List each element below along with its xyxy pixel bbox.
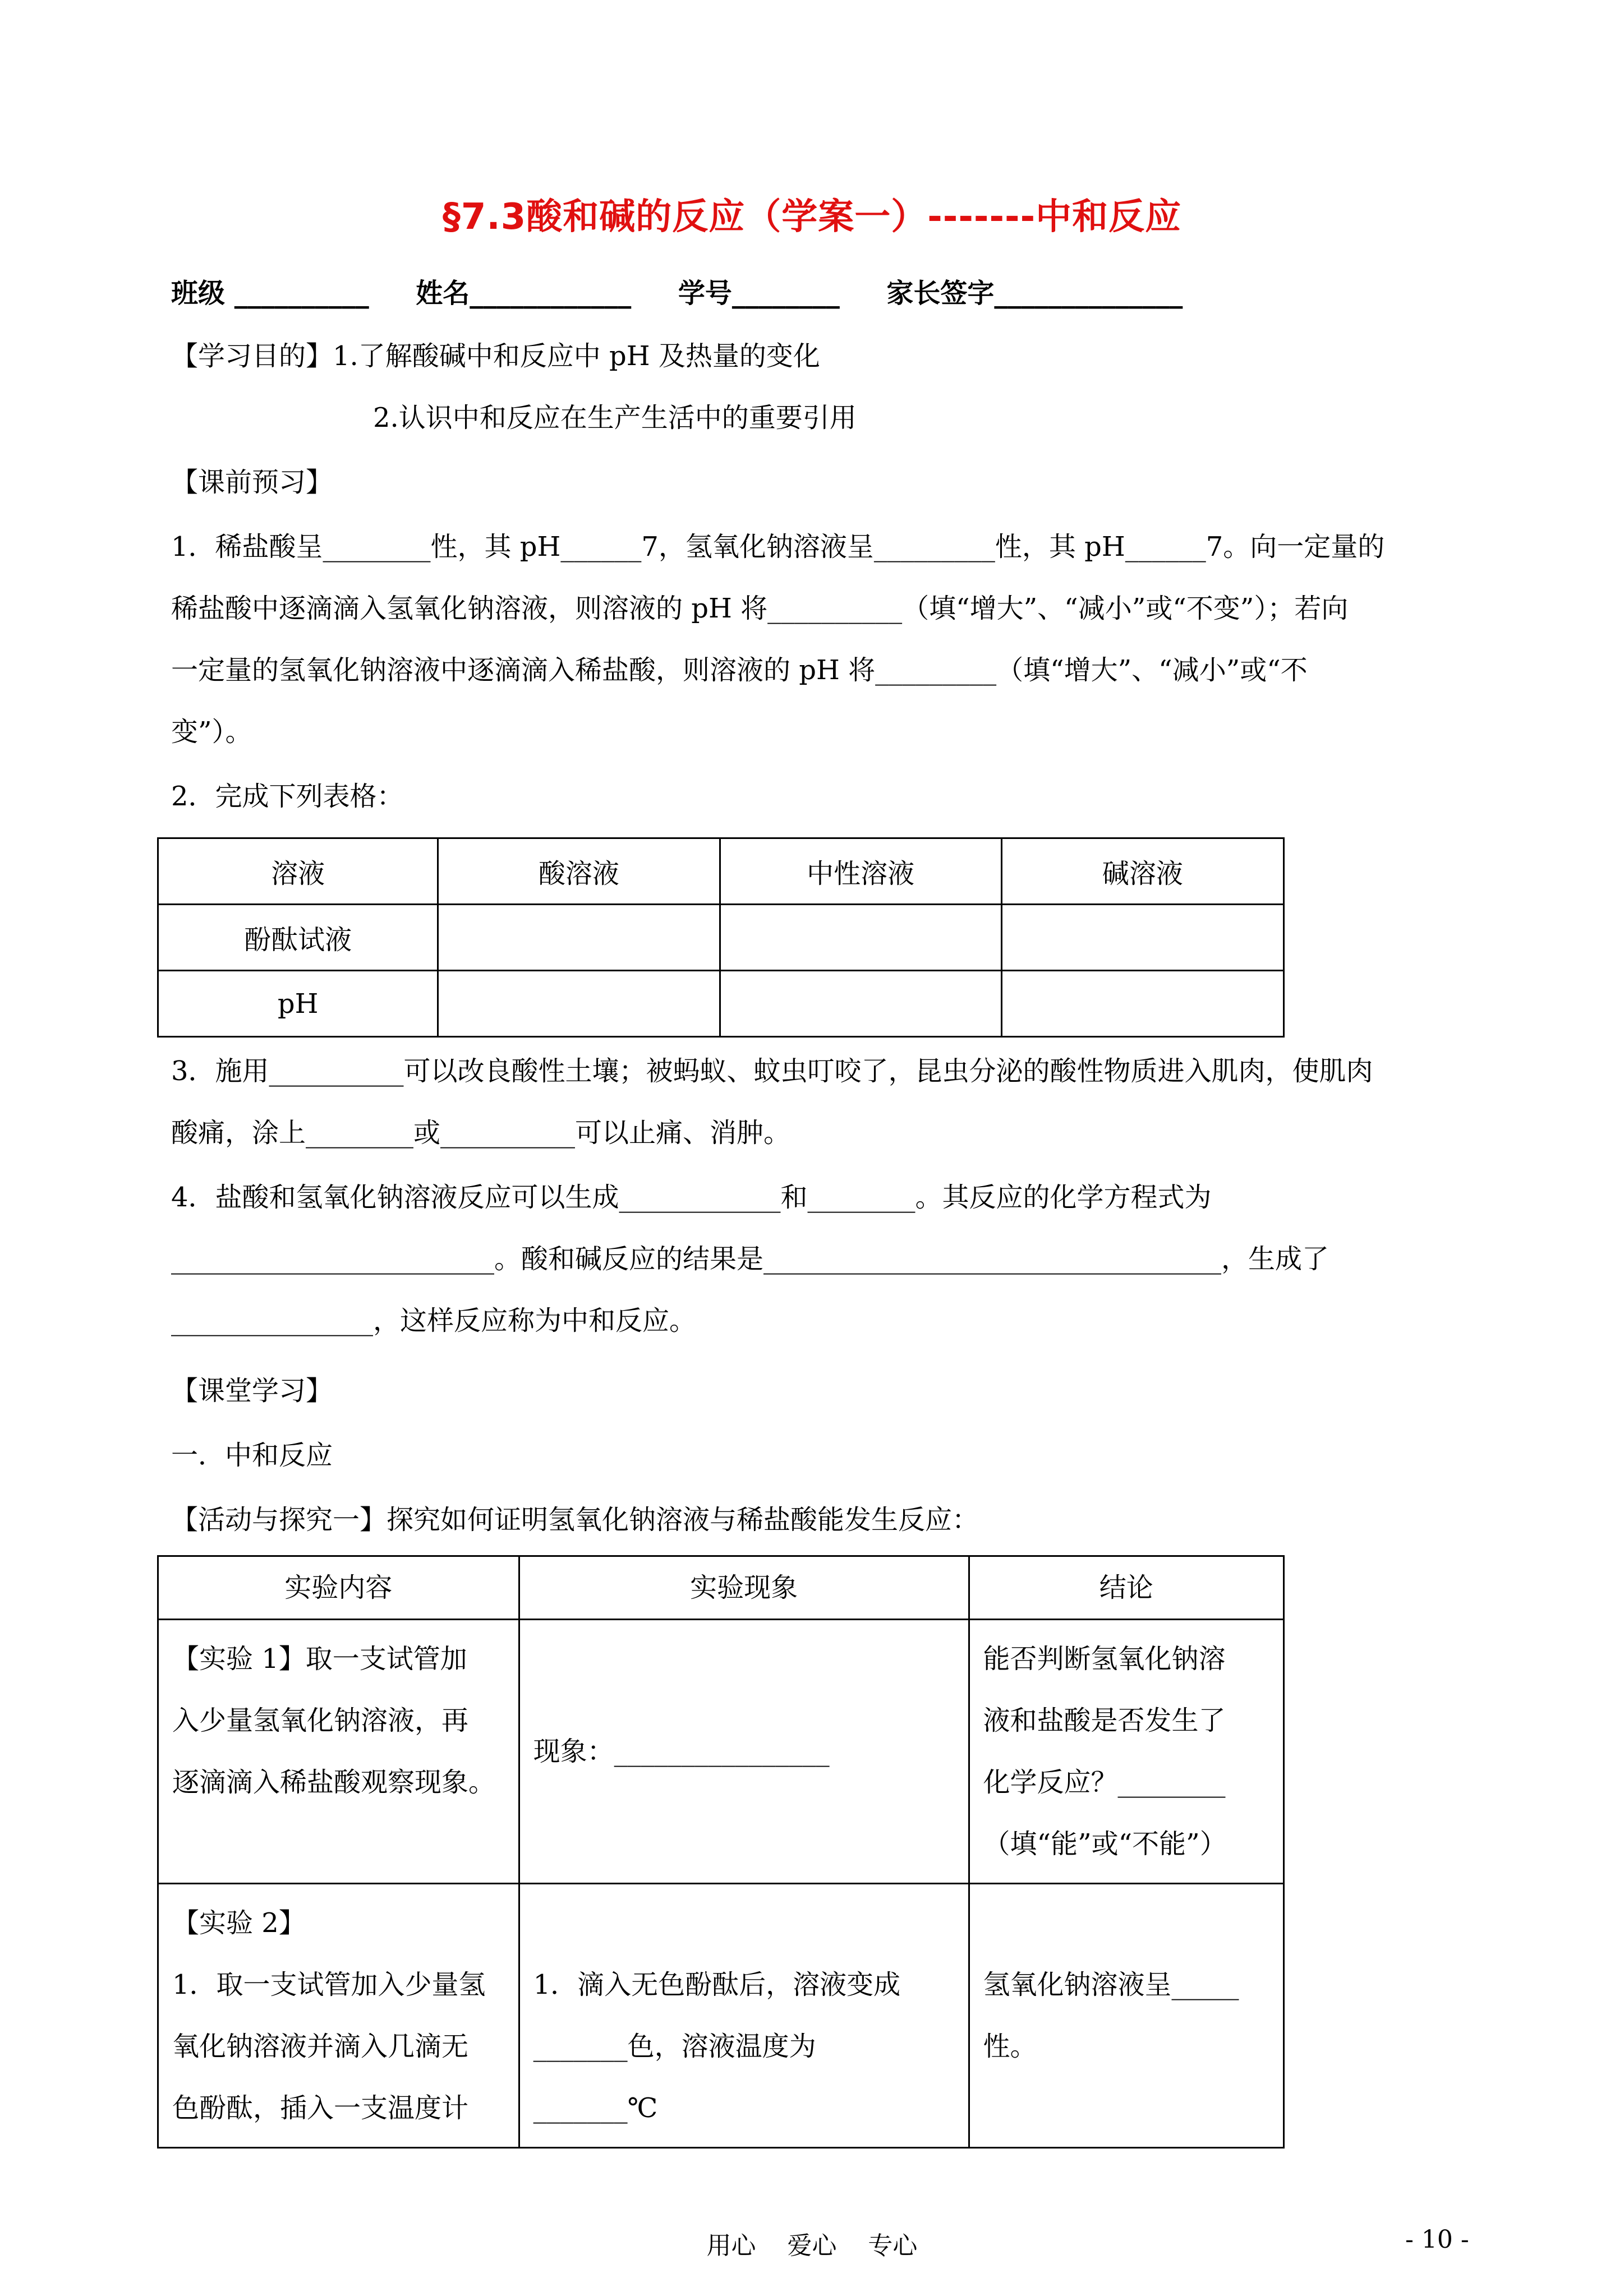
cell-line: 氢氧化钠溶液呈_____ bbox=[983, 1969, 1239, 2000]
cell-line: 【实验 1】取一支试管加 bbox=[172, 1643, 467, 1675]
table-header-row bbox=[158, 838, 1284, 905]
table-header-row bbox=[158, 1556, 1284, 1620]
conclusion-cell[interactable] bbox=[969, 1884, 1283, 2148]
page-number: - 10 - bbox=[1405, 2225, 1469, 2254]
student-info-line: 班级 __________ 姓名____________ 学号________ 家长签字______________ bbox=[171, 278, 1183, 309]
spacer bbox=[983, 1892, 1269, 1954]
answer-cell[interactable] bbox=[1001, 971, 1283, 1037]
q4-line: _______________，这样反应称为中和反应。 bbox=[171, 1305, 697, 1336]
cell-line: 现象：________________ bbox=[533, 1736, 830, 1767]
experiment-table bbox=[157, 1555, 1285, 2149]
header-cell: 实验内容 bbox=[158, 1556, 519, 1620]
header-cell: 酸溶液 bbox=[438, 838, 720, 905]
answer-cell[interactable] bbox=[438, 971, 720, 1037]
cell-line: 性。 bbox=[983, 2031, 1037, 2062]
cell-line: 化学反应？________ bbox=[983, 1767, 1226, 1798]
section-heading: 一．中和反应 bbox=[171, 1440, 333, 1471]
q4-line: 4．盐酸和氢氧化钠溶液反应可以生成____________和________。其反应的化学方程式为 bbox=[171, 1182, 1212, 1213]
row-label: 酚酞试液 bbox=[158, 905, 438, 971]
q3-line: 3．施用__________可以改良酸性土壤；被蚂蚁、蚊虫叮咬了，昆虫分泌的酸性物质进入肌肉，使肌肉 bbox=[171, 1055, 1373, 1087]
experiment-content-cell bbox=[158, 1884, 519, 2148]
cell-line: 入少量氢氧化钠溶液，再 bbox=[172, 1705, 469, 1736]
answer-cell[interactable] bbox=[720, 971, 1001, 1037]
cell-line: 【实验 2】 bbox=[172, 1907, 306, 1939]
q1-line: 稀盐酸中逐滴滴入氢氧化钠溶液，则溶液的 pH 将__________（填“增大”、“减小”或“不变”）；若向 bbox=[171, 593, 1349, 624]
experiment-content-cell bbox=[158, 1620, 519, 1884]
cell-line: 色酚酞，插入一支温度计 bbox=[172, 2092, 469, 2124]
cell-line: 1．滴入无色酚酞后，溶液变成 bbox=[533, 1969, 901, 2000]
cell-line: _______℃ bbox=[533, 2092, 658, 2124]
header-cell: 中性溶液 bbox=[720, 838, 1001, 905]
q1-line: 一定量的氢氧化钠溶液中逐滴滴入稀盐酸，则溶液的 pH 将_________（填“增大”、“减小”或“不 bbox=[171, 654, 1308, 686]
cell-line: （填“能”或“不能”） bbox=[983, 1828, 1227, 1860]
cell-line: 能否判断氢氧化钠溶 bbox=[983, 1643, 1226, 1675]
table-row bbox=[158, 1620, 1284, 1884]
answer-cell[interactable] bbox=[1001, 905, 1283, 971]
preview-heading: 【课前预习】 bbox=[171, 467, 333, 498]
q4-line: ________________________。酸和碱反应的结果是__________________________________，生成了 bbox=[171, 1243, 1329, 1275]
answer-cell[interactable] bbox=[438, 905, 720, 971]
table-row bbox=[158, 1884, 1284, 2148]
footer-motto: 用心 爱心 专心 bbox=[706, 2232, 918, 2260]
table-row bbox=[158, 905, 1284, 971]
page-title: §7.3酸和碱的反应（学案一）-------中和反应 bbox=[442, 196, 1182, 238]
conclusion-cell[interactable] bbox=[969, 1620, 1283, 1884]
header-cell: 溶液 bbox=[158, 838, 438, 905]
cell-line: 逐滴滴入稀盐酸观察现象。 bbox=[172, 1767, 496, 1798]
q1-line: 变”）。 bbox=[171, 716, 252, 748]
q3-line: 酸痛，涂上________或__________可以止痛、消肿。 bbox=[171, 1117, 791, 1149]
spacer bbox=[533, 1892, 955, 1954]
cell-line: 1．取一支试管加入少量氢 bbox=[172, 1969, 486, 2000]
answer-cell[interactable] bbox=[720, 905, 1001, 971]
table-row bbox=[158, 971, 1284, 1037]
phenomenon-cell[interactable] bbox=[519, 1620, 969, 1884]
phenomenon-cell[interactable] bbox=[519, 1884, 969, 2148]
row-label: pH bbox=[158, 971, 438, 1037]
header-cell: 实验现象 bbox=[519, 1556, 969, 1620]
q1-line: 1．稀盐酸呈________性，其 pH______7，氢氧化钠溶液呈_________性，其 pH______7。向一定量的 bbox=[171, 531, 1385, 563]
indicator-table bbox=[157, 837, 1285, 1038]
classroom-heading: 【课堂学习】 bbox=[171, 1375, 333, 1407]
cell-line: 液和盐酸是否发生了 bbox=[983, 1705, 1226, 1736]
objective-line-1: 【学习目的】1.了解酸碱中和反应中 pH 及热量的变化 bbox=[171, 340, 820, 372]
activity-heading: 【活动与探究一】探究如何证明氢氧化钠溶液与稀盐酸能发生反应： bbox=[171, 1504, 979, 1536]
cell-line: _______色，溶液温度为 bbox=[533, 2031, 816, 2062]
header-cell: 结论 bbox=[969, 1556, 1283, 1620]
objective-line-2: 2.认识中和反应在生产生活中的重要引用 bbox=[373, 402, 857, 434]
cell-line: 氧化钠溶液并滴入几滴无 bbox=[172, 2031, 469, 2062]
header-cell: 碱溶液 bbox=[1001, 838, 1283, 905]
q2-line: 2．完成下列表格： bbox=[171, 781, 404, 812]
